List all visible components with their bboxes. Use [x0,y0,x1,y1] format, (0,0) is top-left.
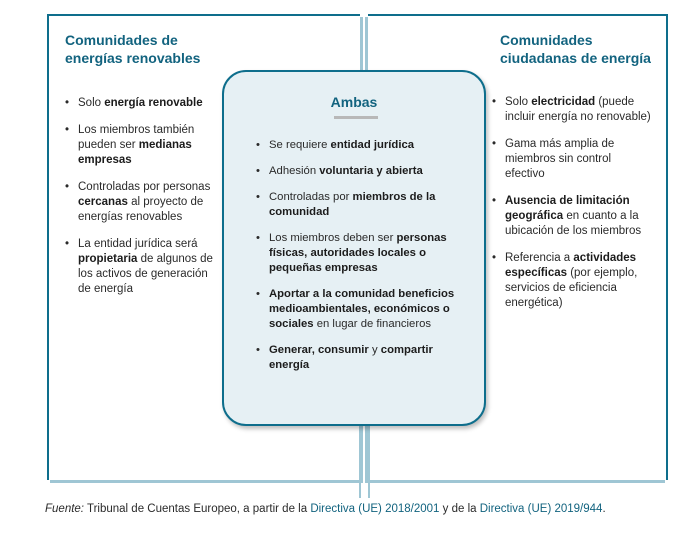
source-lead: Fuente: [45,503,84,515]
text: Controladas por personas [78,181,211,193]
text: Controladas por [269,191,353,203]
list-item [256,190,476,220]
renewable-communities-title: Comunidades de energías renovables [65,32,201,66]
citizen-communities-title: Comunidades ciudadanas de energía [500,32,651,66]
bold-text: personas físicas, autoridades locales o pequeñas empresas [269,232,447,274]
renewable-communities-list [65,96,220,309]
text: La entidad jurídica será [78,238,198,250]
citizen-communities-list [492,95,652,323]
text: (puede incluir energía no renovable) [505,96,651,123]
bold-text: medianas empresas [78,139,192,166]
list-item [65,123,220,168]
list-item [65,237,220,297]
text: Los miembros deben ser [269,232,397,244]
text: Solo [78,97,105,109]
text: Gama más amplia de miembros sin control efectivo [505,138,615,180]
source-note [45,503,606,515]
bold-text: actividades específicas [505,252,637,279]
connector-stem [359,420,370,498]
bold-text: compartir energía [269,344,433,371]
text: en cuanto a la ubicación de los miembros [505,210,642,237]
bold-text: energía renovable [104,97,203,109]
text: Los miembros también pueden ser [78,124,195,151]
list-item [492,137,652,182]
list-item [256,164,476,179]
both-list [256,138,476,384]
bold-text: Aportar a la comunidad beneficios medioambientales, económicos o sociales [269,288,455,330]
list-item [65,180,220,225]
bold-text: cercanas [78,196,128,208]
bold-text: electricidad [531,96,596,108]
list-item [256,343,476,373]
text: Se requiere [269,139,331,151]
text: al proyecto de energías renovables [78,196,204,223]
source-text-3: . [602,503,606,515]
list-item [256,231,476,276]
bold-text: voluntaria y abierta [319,165,423,177]
bold-text: Ausencia de limitación geográfica [505,195,630,222]
text: y [368,344,381,356]
both-panel [222,70,486,426]
list-item [492,95,652,125]
list-item [256,287,476,332]
list-item [492,194,652,239]
bold-text: entidad jurídica [330,139,415,151]
source-text-1: Tribunal de Cuentas Europeo, a partir de la [84,503,311,515]
text: de algunos de los activos de generación de energía [78,253,213,295]
both-title-underline [334,116,378,119]
directive-2018-link[interactable]: Directiva (UE) 2018/2001 [310,503,440,515]
text: (por ejemplo, servicios de eficiencia energética) [505,267,638,309]
bold-text: propietaria [78,253,138,265]
directive-2019-link[interactable]: Directiva (UE) 2019/944 [479,503,603,515]
source-text-2: y de la [439,503,480,515]
text: en lugar de financieros [313,318,432,330]
list-item [65,96,220,111]
bold-text: miembros de la comunidad [269,191,436,218]
both-title: Ambas [330,94,378,110]
bold-text: Generar, consumir [269,344,369,356]
text: Adhesión [269,165,320,177]
text: Referencia a [505,252,574,264]
text: Solo [505,96,532,108]
list-item [256,138,476,153]
list-item [492,251,652,311]
